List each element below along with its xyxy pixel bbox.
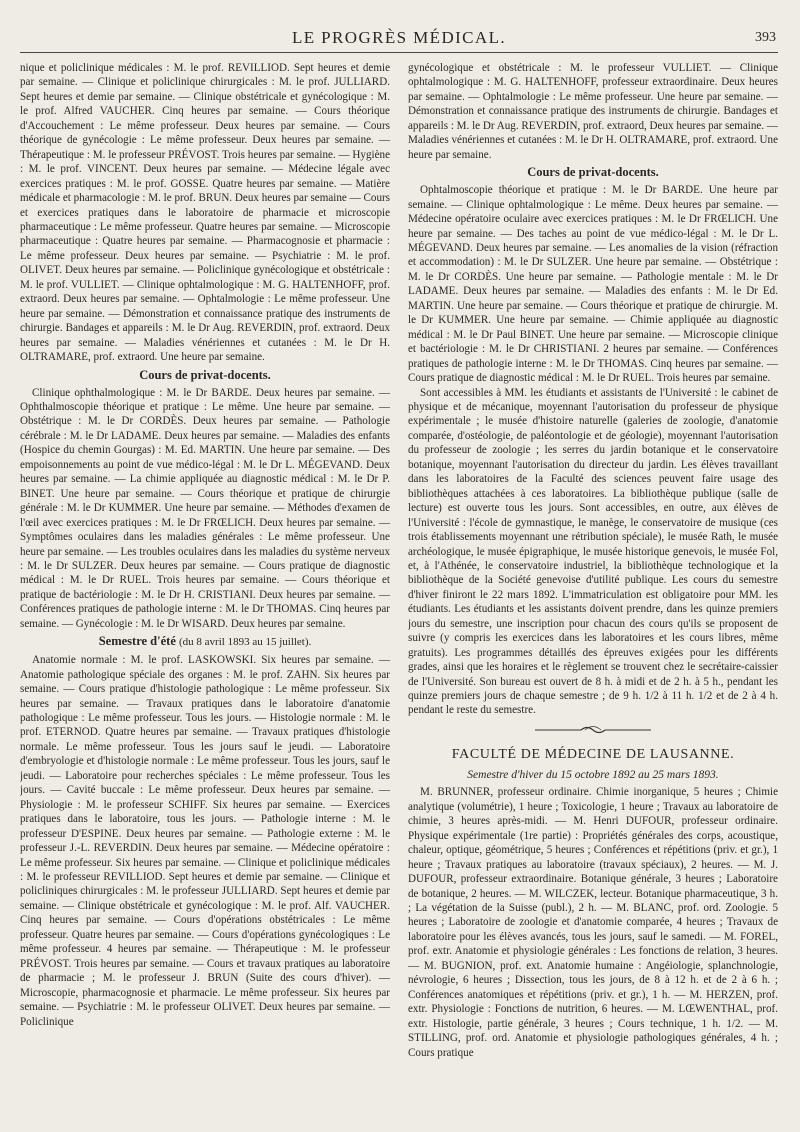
right-paragraph-3: Sont accessibles à MM. les étudiants et assistants de l'Université : le cabinet de physique et de mécanique, moyennant l'autorisation du professeur de physique expérimentale ; le musée d'histoire naturelle (galeries de zoologie, d'anatomie comparée, d'ostéologie, de paléontologie et de géologie), moyennant l'autorisation du professeur de zoologie ; les serres du jardin botanique et le conservatoire botanique, moyennant l'autorisation du directeur du jardin. Les élèves travaillant dans les laboratoires de la Faculté des sciences peuvent faire usage des bibliothèques attachées à ces laboratoires. La bibliothèque publique (salle de lecture) est ouverte tous les jours. Sont accessibles, en outre, aux élèves de l'Université : l'école de gymnastique, le manège, le conservatoire de musique (ces trois établissements moyennant une rétribution spéciale), le musée Rath, le musée archéologique, le musée épigraphique, le musée historique genevois, le musée Fol, et, à l'Athénée, le conservatoire industriel, la bibliothèque technologique et la bibliothèque de la Société genevoise d'utilité publique. Les cours du semestre d'hiver finiront le 22 mars 1892. L'immatriculation est obligatoire pour MM. les étudiants. Les étudiants et les assistants doivent prendre, dans les quinze premiers jours du semestre, une inscription pour chacun des cours qu'ils se proposent de suivre (y compris les exercices dans les laboratoires et les cours libres, même gratuits). Les programmes détaillés des épreuves exigées pour les différents grades, ainsi que les horaires et le règlement se trouvent chez le secrétaire-caissier de l'Université. Son bureau est ouvert de 8 h. à midi et de 2 h. à 5 h., pendant les quinze premiers jours de chaque semestre ; de 9 h. 1/2 à 11 h. 1/2 et de 2 à 4 h. pendant le reste du semestre. [408, 386, 778, 717]
privat-docents-heading-right: Cours de privat-docents. [527, 165, 659, 180]
journal-title: LE PROGRÈS MÉDICAL. [291, 28, 507, 47]
running-head [20, 24, 778, 53]
text-columns [20, 61, 778, 1060]
winter-semester-subtitle: Semestre d'hiver du 15 octobre 1892 au 25 mars 1893. [467, 768, 719, 781]
summer-semester-dates: (du 8 avril 1893 au 15 juillet). [179, 636, 312, 649]
privat-docents-heading-left: Cours de privat-docents. [139, 367, 271, 382]
summer-semester-title: Semestre d'été [98, 634, 176, 649]
summer-semester-heading [20, 633, 390, 650]
faculty-lausanne-heading: FACULTÉ DE MÉDECINE DE LAUSANNE. [451, 746, 735, 762]
left-paragraph-2: Clinique ophthalmologique : M. le Dr BARDE. Deux heures par semaine. — Ophthalmoscopie théorique et pratique : Le même. Une heure par semaine. — Obstétrique : M. le Dr CORDÈS. Deux heures par semaine. — Pathologie cérébrale : M. le Dr LADAME. Deux heures par semaine. — Maladies des enfants (Hospice du chemin Gourgas) : M. Ed. MARTIN. Une heure par semaine. — Des empoisonnements au point de vue médico-légal : M. le Dr L. MÉGEVAND. Deux heures par semaine. — La chimie appliquée au diagnostic médical : M. le Dr P. BINET. Une heure par semaine. — Cours théorique et pratique de chirurgie générale : M. le Dr KUMMER. Une heure par semaine. — Méthodes d'examen de l'œil avec exercices pratiques : M. le Dr FRŒLICH. Deux heures par semaine. — Symptômes oculaires dans les maladies générales : Le même professeur. Une heure par semaine. — Les troubles oculaires dans les maladies du système nerveux : M. le Dr SULZER. Deux heures par semaine. — Cours pratique de diagnostic médical : M. le Dr RUEL. Trois heures par semaine. — Cours théorique et pratique de bactériologie : M. le Dr H. CRISTIANI. Deux heures par semaine. — Conférences pratiques de pathologie interne : M. le Dr THOMAS. Cinq heures par semaine. — Gynécologie : M. le Dr WISARD. Deux heures par semaine. [20, 386, 390, 630]
decorative-divider-icon [408, 724, 778, 736]
left-paragraph-1: nique et policlinique médicales : M. le prof. REVILLIOD. Sept heures et demie par semaine. — Clinique et policlinique chirurgicales : M. le prof. JULLIARD. Sept heures et demie par semaine. — Clinique obstétricale et gynécologique : M. le prof. Alfred VAUCHER. Cinq heures par semaine. — Cours théorique d'Accouchement : Le même professeur. Deux heures par semaine. — Cours théorique de gynécologie : Le même professeur. Deux heures par semaine. — Thérapeutique : M. le professeur PRÉVOST. Trois heures par semaine. — Hygiène : M. le prof. VINCENT. Deux heures par semaine. — Médecine légale avec exercices pratiques : M. le prof. GOSSE. Quatre heures par semaine. — Matière médicale et pharmacologie : M. le prof. BRUN. Deux heures par semaine — Cours et exercices pratiques dans le laboratoire de pharmacie et microscopie pharmaceutique : Le même professeur. Quatre heures par semaine. — Microscopie pharmaceutique : Quatre heures par semaine. — Pharmacognosie et pharmacie : Le même professeur. Deux heures par semaine. — Psychiatrie : M. le prof. OLIVET. Deux heures par semaine. — Policlinique gynécologique et obstétricale : M. le prof. VULLIET. — Clinique ophtalmologique : M. G. HALTENHOFF, prof. extraord. Deux heures par semaine. — Ophtalmologie : Le même professeur. Une heure par semaine. — Démonstration et connaissance pratique des instruments de chirurgie. Bandages et appareils : M. le Dr Aug. REVERDIN, prof. extraord. Deux heures par semaine. — Maladies vénériennes et cutanées : M. le Dr H. OLTRAMARE, prof. extraord. Une heure par semaine. [20, 62, 390, 364]
right-paragraph-2: Ophtalmoscopie théorique et pratique : M. le Dr BARDE. Une heure par semaine. — Clinique ophtalmologique : Le même. Deux heures par semaine. — Médecine opératoire oculaire avec exercices pratiques : M. le Dr FRŒLICH. Une heure par semaine. — Des taches au point de vue médico-légal : M. le Dr L. MÉGEVAND. Deux heures par semaine. — Les anomalies de la vision (réfraction et accommodation) : M. le Dr SULZER. Une heure par semaine. — Obstétrique : M. le Dr CORDÈS. Une heure par semaine. — Pathologie mentale : M. le Dr LADAME. Deux heures par semaine. — Maladies des enfants : M. le Dr Ed. MARTIN. Une heure par semaine. — Cours théorique et pratique de chirurgie. M. le Dr KUMMER. Une heure par semaine. — Chimie appliquée au diagnostic médical : M. le Dr Paul BINET. Une heure par semaine. — Microscopie clinique et bactériologie : M. le Dr CHRISTIANI. 2 heures par semaine. — Conférences pratiques de pathologie interne : M. le Dr THOMAS. Cinq heures par semaine. — Cours pratique de diagnostic médical : M. le Dr RUEL. Trois heures par semaine. [408, 184, 778, 385]
left-paragraph-3: Anatomie normale : M. le prof. LASKOWSKI. Six heures par semaine. — Anatomie pathologique spéciale des organes : M. le prof. ZAHN. Six heures par semaine. — Cours pratique d'histologie pathologique : Le même professeur. Six heures par semaine. — Travaux pratiques dans le laboratoire d'anatomie pathologique : Le même professeur. Tous les jours. — Histologie normale : M. le prof. ETERNOD. Quatre heures par semaine. — Travaux pratiques d'histologie normale. Le même professeur. Tous les jours sauf le jeudi. — Laboratoire d'embryologie et d'histologie normale : Le même professeur. Tous les jours, sauf le jeudi. — Laboratoire pour recherches spéciales : Le même professeur. Tous les jours. — Cavité buccale : Le même professeur. Deux heures par semaine. — Physiologie : M. le professeur SCHIFF. Six heures par semaine. — Exercices pratiques dans le laboratoire, tous les jours. — Pathologie interne : M. le professeur D'ESPINE. Deux heures par semaine. — Pathologie externe : M. le professeur J.-L. REVERDIN. Deux heures par semaine. — Médecine opératoire : Le même professeur. Six heures par semaine. — Clinique et policlinique médicales : M. le professeur REVILLIOD. Sept heures et demie par semaine. — Clinique et policliniques chirurgicales : M. le professeur JULLIARD. Sept heures et demie par semaine. — Clinique obstétricale et gynécologique : M. le prof. Alf. VAUCHER. Cinq heures par semaine. — Cours d'opérations obstétricales : Le même professeur. Quatre heures par semaine. — Cours d'opérations gynécologiques : Le même professeur. 4 heures par semaine. — Thérapeutique : M. le professeur PRÉVOST. Trois heures par semaine. — Cours et travaux pratiques au laboratoire de pharmacie ; M. le professeur J. BRUN (Suite des cours d'hiver). — Microscopie, pharmacognosie et pharmacie. Le même professeur. Six heures par semaine. — Psychiatrie : M. le professeur OLIVET. Deux heures par semaine. — Policlinique [20, 654, 390, 1028]
right-paragraph-1: gynécologique et obstétricale : M. le professeur VULLIET. — Clinique ophtalmologique : M. G. HALTENHOFF, professeur extraordinaire. Deux heures par semaine. — Ophtalmologie : Le même professeur. Une heure par semaine. — Démonstration et connaissance pratique des instruments de chirurgie. Bandages et appareils : M. le Dr Aug. REVERDIN, prof. extraord, Deux heures par semaine. — Maladies vénériennes et cutanées : M. le Dr H. OLTRAMARE, prof. extraord. Une heure par semaine. [408, 62, 778, 161]
right-paragraph-4: M. BRUNNER, professeur ordinaire. Chimie inorganique, 5 heures ; Chimie analytique (volumétrie), 1 heure ; Toxicologie, 1 heure ; Travaux au laboratoire de chimie, 3 heures après-midi. — M. Henri DUFOUR, professeur ordinaire. Physique expérimentale (1re partie) : Propriétés générales des corps, acoustique, chaleur, optique, géométrique, 5 heures ; Conférences et répétitions (priv. et gr.), 1 heure ; Travaux pratiques au laboratoire (travaux spéciaux), 2 heures. — M. J. DUFOUR, professeur extraordinaire. Botanique générale, 3 heures ; Laboratoire de botanique, 2 heures. — M. WILCZEK, lecteur. Botanique pharmaceutique, 3 h. ; La végétation de la Suisse (publ.), 2 h. — M. BLANC, prof. ord. Zoologie. 5 heures ; Laboratoire de zoologie et d'anatomie comparée, 4 heures ; Travaux de laboratoire pour les élèves avancés, tous les jours, sauf le samedi. — M. FOREL, prof. extr. Anatomie et physiologie générales : Les fonctions de relation, 3 heures. — M. BUGNION, prof. ext. Anatomie humaine : Angéiologie, splanchnologie, névrologie, 6 heures ; Dissection, tous les jours, de 8 à 12 h. et de 2 à 6 h. ; Conférences anatomiques et répétitions (priv. et gr.), 1 h. — M. HERZEN, prof. extr. Physiologie : Fonctions de nutrition, 6 heures. — M. LŒWENTHAL, prof. extr. Histologie, partie générale, 3 heures ; Cours technique, 1 h. 1/2. — M. STILLING, prof. ord. Anatomie et physiologie pathologiques générales, 4 h. ; Cours pratique [408, 786, 778, 1059]
left-column [20, 61, 390, 1060]
page-number: 393 [755, 30, 776, 45]
right-column [408, 61, 778, 1060]
